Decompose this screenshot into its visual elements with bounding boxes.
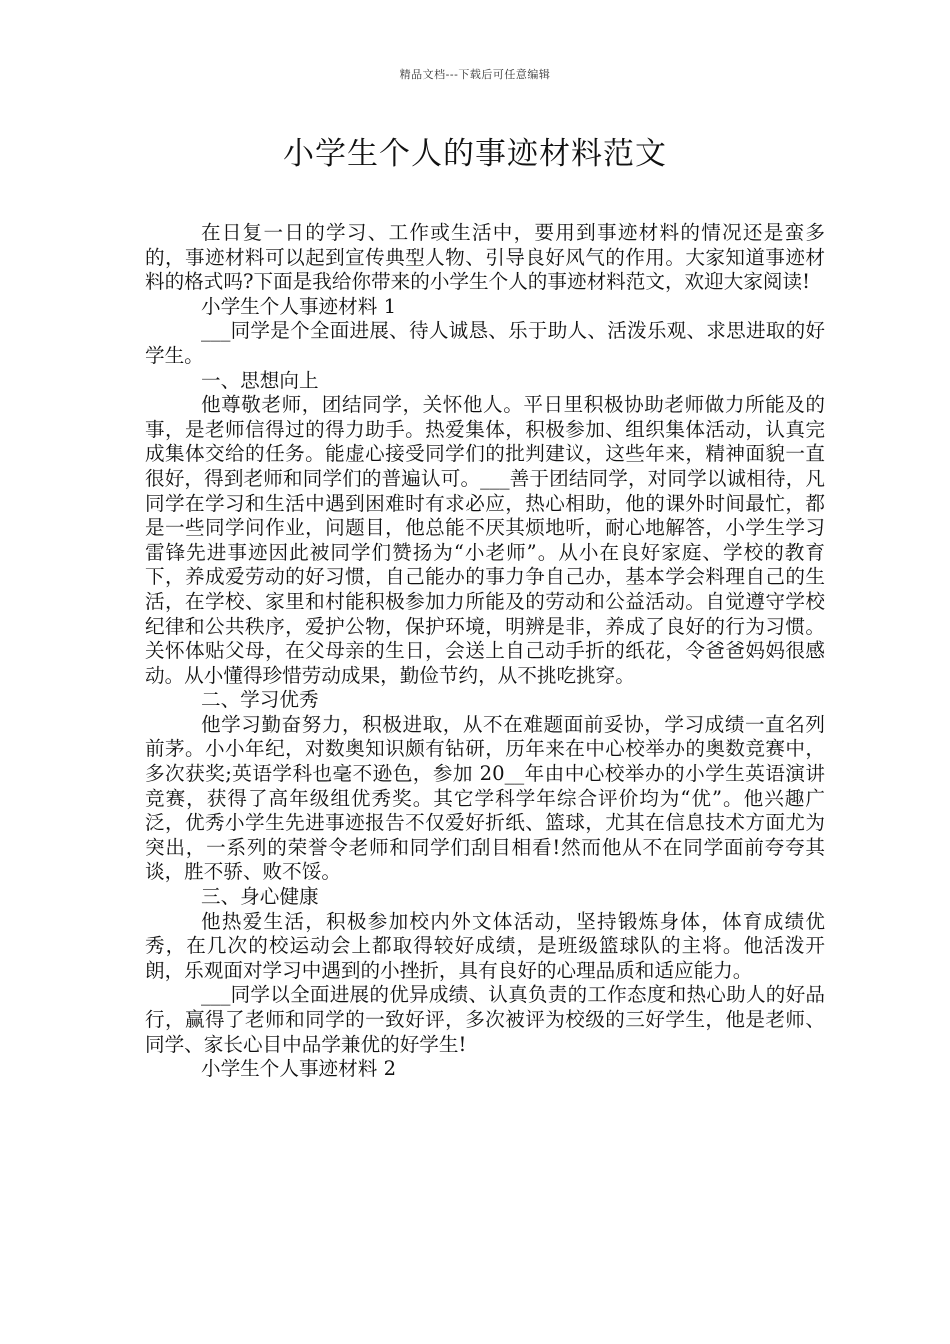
study-paragraph: 他学习勤奋努力，积极进取，从不在难题面前妥协，学习成绩一直名列前茅。小小年纪，对数奥知识颇有钻研，历年来在中心校举办的奥数竞赛中，多次获奖;英语学科也毫不逊色，参加 20__年由中心校举办的小学生英语演讲竞赛，获得了高年级组优秀奖。其它学科学年综合评价均为“优”。他兴趣广泛，优秀小学生先进事迹报告不仅爱好折纸、篮球，尤其在信息技术方面尤为突出，一系列的荣誉令老师和同学们刮目相看!然而他从不在同学面前夸夸其谈，胜不骄、败不馁。	[145, 712, 825, 884]
subheading-study: 二、学习优秀	[201, 688, 319, 712]
document-title: 小学生个人的事迹材料范文	[283, 136, 667, 172]
summary-paragraph: ___同学是个全面进展、待人诚恳、乐于助人、活泼乐观、求思进取的好学生。	[145, 319, 825, 367]
subheading-health: 三、身心健康	[201, 885, 319, 909]
conclusion-paragraph: ___同学以全面进展的优异成绩、认真负责的工作态度和热心助人的好品行，赢得了老师和同学的一致好评，多次被评为校级的三好学生，他是老师、同学、家长心目中品学兼优的好学生!	[145, 983, 825, 1056]
intro-paragraph: 在日复一日的学习、工作或生活中，要用到事迹材料的情况还是蛮多的，事迹材料可以起到宣传典型人物、引导良好风气的作用。大家知道事迹材料的格式吗?下面是我给你带来的小学生个人的事迹材料范文，欢迎大家阅读!	[145, 221, 825, 294]
thought-paragraph: 他尊敬老师，团结同学，关怀他人。平日里积极协助老师做力所能及的事，是老师信得过的得力助手。热爱集体，积极参加、组织集体活动，认真完成集体交给的任务。能虚心接受同学们的批判建议，这些年来，精神面貌一直很好，得到老师和同学们的普遍认可。___善于团结同学，对同学以诚相待，凡同学在学习和生活中遇到困难时有求必应，热心相助，他的课外时间最忙，都是一些同学问作业，问题目，他总能不厌其烦地听，耐心地解答，小学生学习雷锋先进事迹因此被同学们赞扬为“小老师”。从小在良好家庭、学校的教育下，养成爱劳动的好习惯，自己能办的事力争自己办，基本学会料理自己的生活，在学校、家里和村能积极参加力所能及的劳动和公益活动。自觉遵守学校纪律和公共秩序，爱护公物，保护环境，明辨是非，养成了良好的行为习惯。关怀体贴父母，在父母亲的生日，会送上自己动手折的纸花，令爸爸妈妈很感动。从小懂得珍惜劳动成果，勤俭节约，从不挑吃挑穿。	[145, 393, 825, 687]
health-paragraph: 他热爱生活，积极参加校内外文体活动，坚持锻炼身体，体育成绩优秀，在几次的校运动会上都取得较好成绩，是班级篮球队的主将。他活泼开朗，乐观面对学习中遇到的小挫折，具有良好的心理品质和适应能力。	[145, 909, 825, 982]
page-header: 精品文档---下载后可任意编辑	[399, 68, 551, 81]
document-body	[145, 221, 825, 1082]
section-heading-material-1: 小学生个人事迹材料 1	[201, 294, 397, 318]
section-heading-material-2: 小学生个人事迹材料 2	[201, 1057, 397, 1081]
subheading-thought: 一、思想向上	[201, 368, 319, 392]
